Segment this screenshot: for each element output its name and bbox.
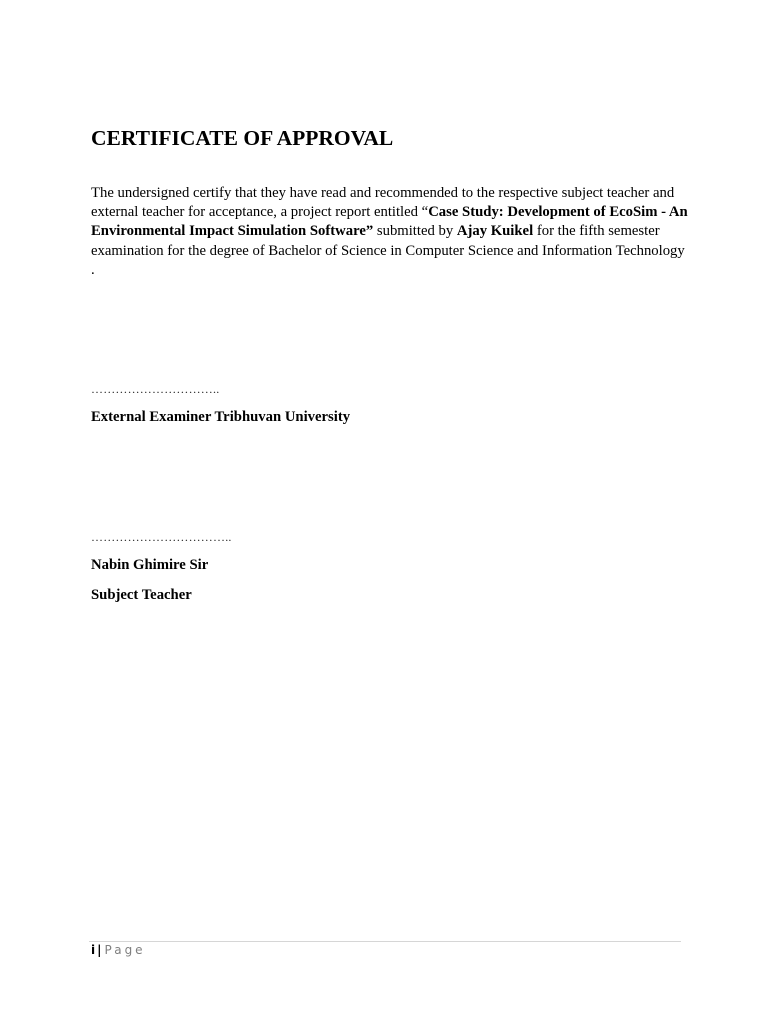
paragraph-closing: for the fifth semester examination for the degree of Bachelor of Science in Computer Science and Information Technology . [91,223,685,278]
teacher-role: Subject Teacher [91,587,192,603]
paragraph-submitted-by: submitted by [373,223,457,240]
teacher-signature-line: …………………………….. [91,530,232,544]
project-title: Case Study: Development of EcoSim - An Environmental Impact Simulation Software” [91,204,688,240]
page-title: CERTIFICATE OF APPROVAL [91,126,394,150]
paragraph-intro: The undersigned certify that they have read and recommended to the respective subject teacher and external teacher for acceptance, a project report entitled “ [91,185,675,221]
footer-divider [89,941,681,942]
page-number: i [91,943,96,957]
external-signature-line: ………………………….. [91,382,220,396]
certificate-paragraph [91,184,691,280]
page-footer [91,943,146,957]
author-name: Ajay Kuikel [456,223,534,240]
footer-separator: | [97,943,102,957]
external-examiner-label: External Examiner Tribhuvan University [91,409,351,425]
teacher-name: Nabin Ghimire Sir [91,557,209,573]
page-label: Page [104,943,146,957]
